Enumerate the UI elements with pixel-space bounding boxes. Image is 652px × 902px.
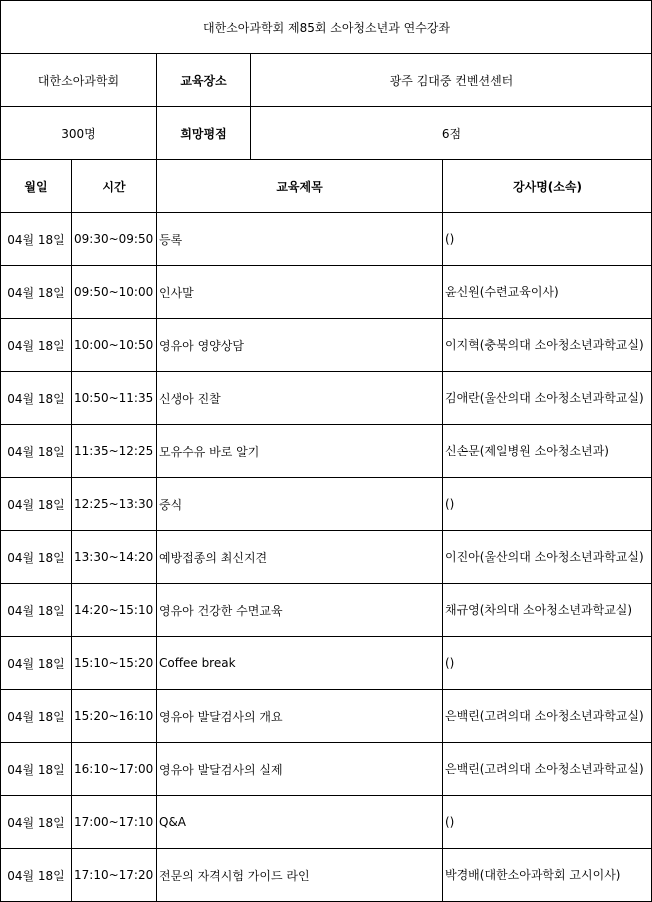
- row-lecturer: 신손문(제일병원 소아청소년과): [443, 425, 652, 478]
- row-date: 04월 18일: [1, 796, 72, 849]
- row-title: Coffee break: [157, 637, 443, 690]
- row-lecturer: 은백린(고려의대 소아청소년과학교실): [443, 690, 652, 743]
- row-title: 중식: [157, 478, 443, 531]
- row-time: 09:50~10:00: [72, 266, 157, 319]
- row-time: 09:30~09:50: [72, 213, 157, 266]
- row-title: 전문의 자격시험 가이드 라인: [157, 849, 443, 901]
- row-lecturer: 은백린(고려의대 소아청소년과학교실): [443, 743, 652, 796]
- header-time: 시간: [72, 160, 157, 213]
- row-title: 영유아 건강한 수면교육: [157, 584, 443, 637]
- row-title: 인사말: [157, 266, 443, 319]
- row-lecturer: 김애란(울산의대 소아청소년과학교실): [443, 372, 652, 425]
- row-date: 04월 18일: [1, 531, 72, 584]
- row-lecturer: 이지혁(충북의대 소아청소년과학교실): [443, 319, 652, 372]
- row-time: 17:00~17:10: [72, 796, 157, 849]
- row-lecturer: (): [443, 213, 652, 266]
- score-value: 6점: [251, 107, 652, 160]
- header-lecturer: 강사명(소속): [443, 160, 652, 213]
- row-time: 16:10~17:00: [72, 743, 157, 796]
- row-title: 예방접종의 최신지견: [157, 531, 443, 584]
- header-date: 월일: [1, 160, 72, 213]
- row-date: 04월 18일: [1, 637, 72, 690]
- score-label: 희망평점: [157, 107, 251, 160]
- row-title: Q&A: [157, 796, 443, 849]
- row-lecturer: 채규영(차의대 소아청소년과학교실): [443, 584, 652, 637]
- row-time: 15:20~16:10: [72, 690, 157, 743]
- row-lecturer: (): [443, 796, 652, 849]
- page-title: 대한소아과학회 제85회 소아청소년과 연수강좌: [1, 1, 652, 54]
- row-title: 영유아 발달검사의 개요: [157, 690, 443, 743]
- row-date: 04월 18일: [1, 372, 72, 425]
- row-title: 영유아 영양상담: [157, 319, 443, 372]
- row-title: 영유아 발달검사의 실제: [157, 743, 443, 796]
- row-title: 모유수유 바로 알기: [157, 425, 443, 478]
- row-time: 10:00~10:50: [72, 319, 157, 372]
- row-date: 04월 18일: [1, 213, 72, 266]
- row-title: 등록: [157, 213, 443, 266]
- row-time: 10:50~11:35: [72, 372, 157, 425]
- row-time: 11:35~12:25: [72, 425, 157, 478]
- row-lecturer: (): [443, 478, 652, 531]
- row-date: 04월 18일: [1, 743, 72, 796]
- row-lecturer: 윤신원(수련교육이사): [443, 266, 652, 319]
- row-time: 14:20~15:10: [72, 584, 157, 637]
- venue-value: 광주 김대중 컨벤션센터: [251, 54, 652, 107]
- header-title: 교육제목: [157, 160, 443, 213]
- venue-label: 교육장소: [157, 54, 251, 107]
- row-time: 17:10~17:20: [72, 849, 157, 901]
- capacity-cell: 300명: [1, 107, 157, 160]
- row-date: 04월 18일: [1, 584, 72, 637]
- row-date: 04월 18일: [1, 266, 72, 319]
- row-date: 04월 18일: [1, 425, 72, 478]
- row-lecturer: (): [443, 637, 652, 690]
- row-time: 15:10~15:20: [72, 637, 157, 690]
- row-time: 12:25~13:30: [72, 478, 157, 531]
- row-time: 13:30~14:20: [72, 531, 157, 584]
- row-date: 04월 18일: [1, 849, 72, 901]
- row-date: 04월 18일: [1, 319, 72, 372]
- row-title: 신생아 진찰: [157, 372, 443, 425]
- row-lecturer: 이진아(울산의대 소아청소년과학교실): [443, 531, 652, 584]
- row-lecturer: 박경배(대한소아과학회 고시이사): [445, 868, 621, 882]
- row-date: 04월 18일: [1, 478, 72, 531]
- organizer-cell: 대한소아과학회: [1, 54, 157, 107]
- row-date: 04월 18일: [1, 690, 72, 743]
